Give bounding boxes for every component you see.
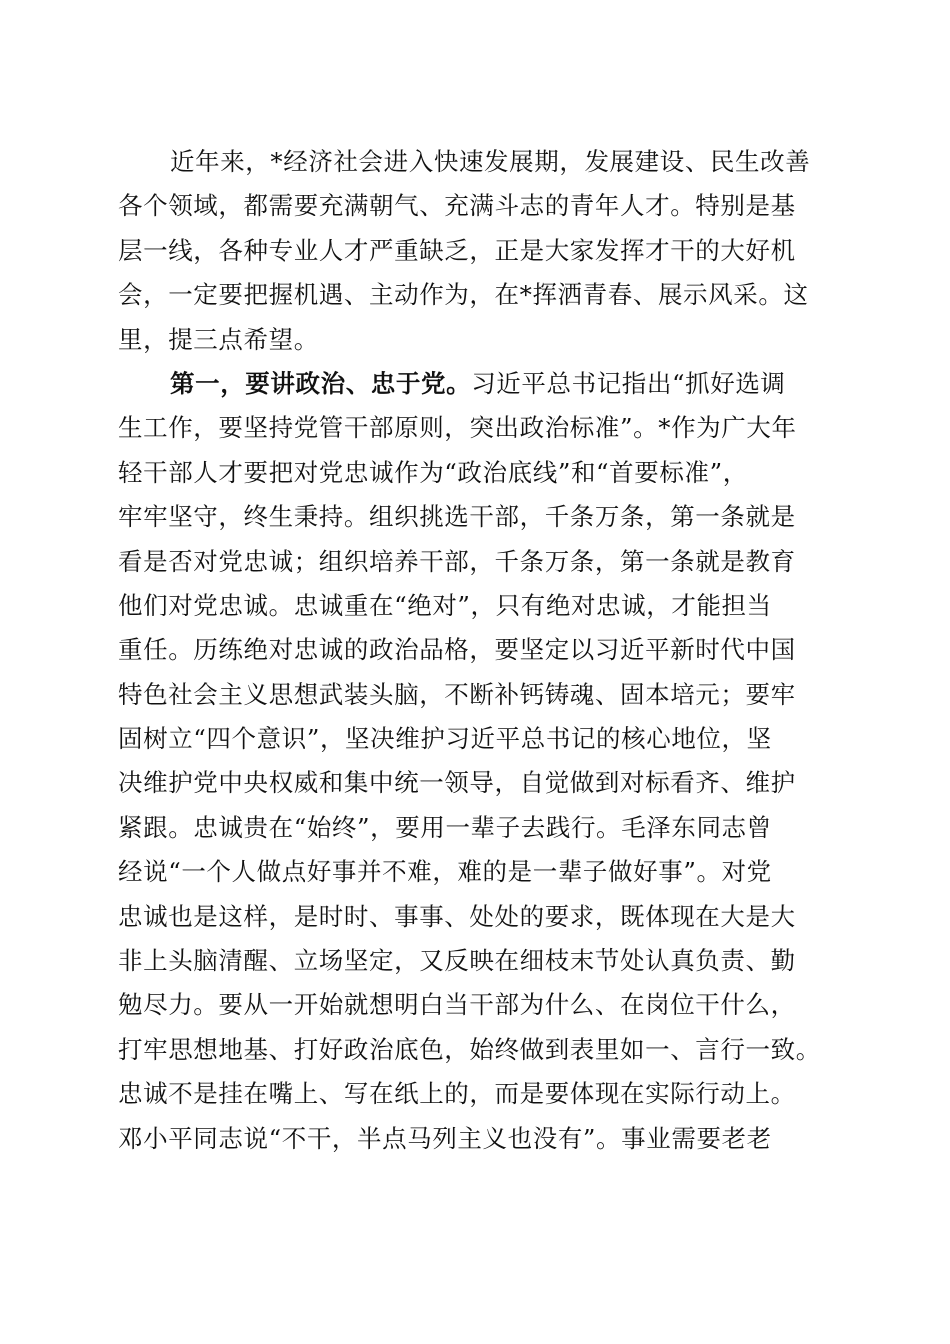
paragraph-line: 决维护党中央权威和集中统一领导，自觉做到对标看齐、维护: [118, 768, 796, 798]
paragraph-line: 生工作，要坚持党管干部原则，突出政治标准”。*作为广大年: [118, 413, 797, 443]
paragraph-line: 勉尽力。要从一开始就想明白当干部为什么、在岗位干什么，: [118, 990, 796, 1020]
document-body: [118, 140, 832, 1161]
paragraph-line: 近年来，*经济社会进入快速发展期，发展建设、民生改善: [170, 147, 811, 176]
section-heading: 第一，要讲政治、忠于党。: [170, 368, 472, 398]
paragraph-first-point: [118, 362, 832, 1161]
paragraph-line: 非上头脑清醒、立场坚定，又反映在细枝末节处认真负责、勤: [118, 946, 796, 976]
paragraph-line: 特色社会主义思想武装头脑，不断补钙铸魂、固本培元；要牢: [118, 679, 796, 709]
paragraph-line: 忠诚也是这样，是时时、事事、处处的要求，既体现在大是大: [118, 901, 796, 931]
paragraph-line: 里，提三点希望。: [118, 324, 319, 354]
paragraph-line: 重任。历练绝对忠诚的政治品格，要坚定以习近平新时代中国: [118, 635, 796, 665]
paragraph-line: 各个领域，都需要充满朝气、充满斗志的青年人才。特别是基: [118, 191, 796, 221]
paragraph-intro: [118, 140, 832, 362]
paragraph-line: 看是否对党忠诚；组织培养干部，千条万条，第一条就是教育: [118, 546, 796, 576]
paragraph-line: 固树立“四个意识”，坚决维护习近平总书记的核心地位，坚: [118, 724, 772, 754]
paragraph-line: 牢牢坚守，终生秉持。组织挑选干部，千条万条，第一条就是: [118, 502, 796, 532]
paragraph-line: 邓小平同志说“不干，半点马列主义也没有”。事业需要老老: [118, 1123, 772, 1153]
paragraph-first-line: [118, 362, 832, 406]
paragraph-line: 轻干部人才要把对党忠诚作为“政治底线”和“首要标准”，: [118, 457, 748, 487]
paragraph-line: 他们对党忠诚。忠诚重在“绝对”，只有绝对忠诚，才能担当: [118, 590, 772, 620]
paragraph-line: 忠诚不是挂在嘴上、写在纸上的，而是要体现在实际行动上。: [118, 1079, 796, 1109]
paragraph-line: 会，一定要把握机遇、主动作为，在*挥洒青春、展示风采。这: [118, 280, 809, 310]
paragraph-line: 紧跟。忠诚贵在“始终”，要用一辈子去践行。毛泽东同志曾: [118, 812, 772, 842]
paragraph-line: 经说“一个人做点好事并不难，难的是一辈子做好事”。对党: [118, 857, 772, 887]
paragraph-line: 打牢思想地基、打好政治底色，始终做到表里如一、言行一致。: [118, 1034, 821, 1064]
paragraph-line-rest: 习近平总书记指出“抓好选调: [471, 368, 786, 398]
paragraph-line: 层一线，各种专业人才严重缺乏，正是大家发挥才干的大好机: [118, 235, 796, 265]
